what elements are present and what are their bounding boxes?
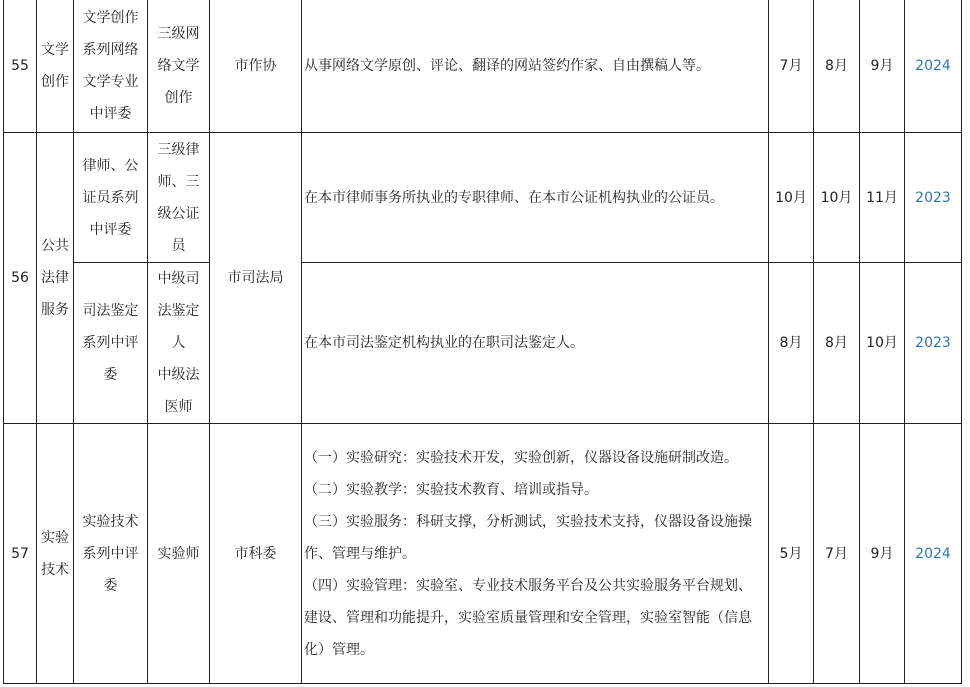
month-cell-2: 7月 [814,424,860,684]
description-item: （四）实验管理：实验室、专业技术服务平台及公共实验服务平台规划、建设、管理和功能提升，实验室质量管理和安全管理，实验室智能（信息化）管理。 [304,577,752,658]
level-line: 中级法医师 [157,367,200,415]
month-cell-1: 10月 [769,133,814,263]
table-row [4,424,962,684]
description-item: （三）实验服务：科研支撑，分析测试，实验技术支持，仪器设备设施操作、管理与维护。 [304,513,752,562]
table-row [4,263,962,424]
month-cell-2: 8月 [814,0,860,133]
authority-cell: 市科委 [210,424,302,684]
year-link[interactable]: 2023 [905,263,962,424]
level-cell [148,263,210,424]
row-number: 57 [4,424,37,684]
level-line: 中级司法鉴定人 [157,271,200,351]
committee-cell: 律师、公证员系列中评委 [74,133,148,263]
month-cell-1: 5月 [769,424,814,684]
committee-cell: 实验技术系列中评委 [74,424,148,684]
row-number: 55 [4,0,37,133]
month-cell-3: 9月 [860,424,905,684]
category-cell: 公共法律服务 [37,133,74,424]
description-cell [302,424,769,684]
month-cell-3: 10月 [860,263,905,424]
description-cell: 从事网络文学原创、评论、翻译的网站签约作家、自由撰稿人等。 [302,0,769,133]
year-link[interactable]: 2023 [905,133,962,263]
month-cell-1: 7月 [769,0,814,133]
month-cell-1: 8月 [769,263,814,424]
authority-cell: 市司法局 [210,133,302,424]
table-row [4,133,962,263]
category-cell: 实验技术 [37,424,74,684]
level-cell: 实验师 [148,424,210,684]
month-cell-2: 10月 [814,133,860,263]
description-cell: 在本市律师事务所执业的专职律师、在本市公证机构执业的公证员。 [302,133,769,263]
committee-cell: 司法鉴定系列中评委 [74,263,148,424]
month-cell-3: 11月 [860,133,905,263]
category-cell: 文学创作 [37,0,74,133]
description-cell: 在本市司法鉴定机构执业的在职司法鉴定人。 [302,263,769,424]
month-cell-2: 8月 [814,263,860,424]
year-link[interactable]: 2024 [905,0,962,133]
level-cell: 三级网络文学创作 [148,0,210,133]
month-cell-3: 9月 [860,0,905,133]
description-item: （一）实验研究：实验技术开发，实验创新，仪器设备设施研制改造。 [304,449,738,466]
evaluation-schedule-table [3,0,962,684]
row-number: 56 [4,133,37,424]
level-cell: 三级律师、三级公证员 [148,133,210,263]
description-item: （二）实验教学：实验技术教育、培训或指导。 [304,481,598,498]
authority-cell: 市作协 [210,0,302,133]
committee-cell: 文学创作系列网络文学专业中评委 [74,0,148,133]
table-row [4,0,962,133]
year-link[interactable]: 2024 [905,424,962,684]
